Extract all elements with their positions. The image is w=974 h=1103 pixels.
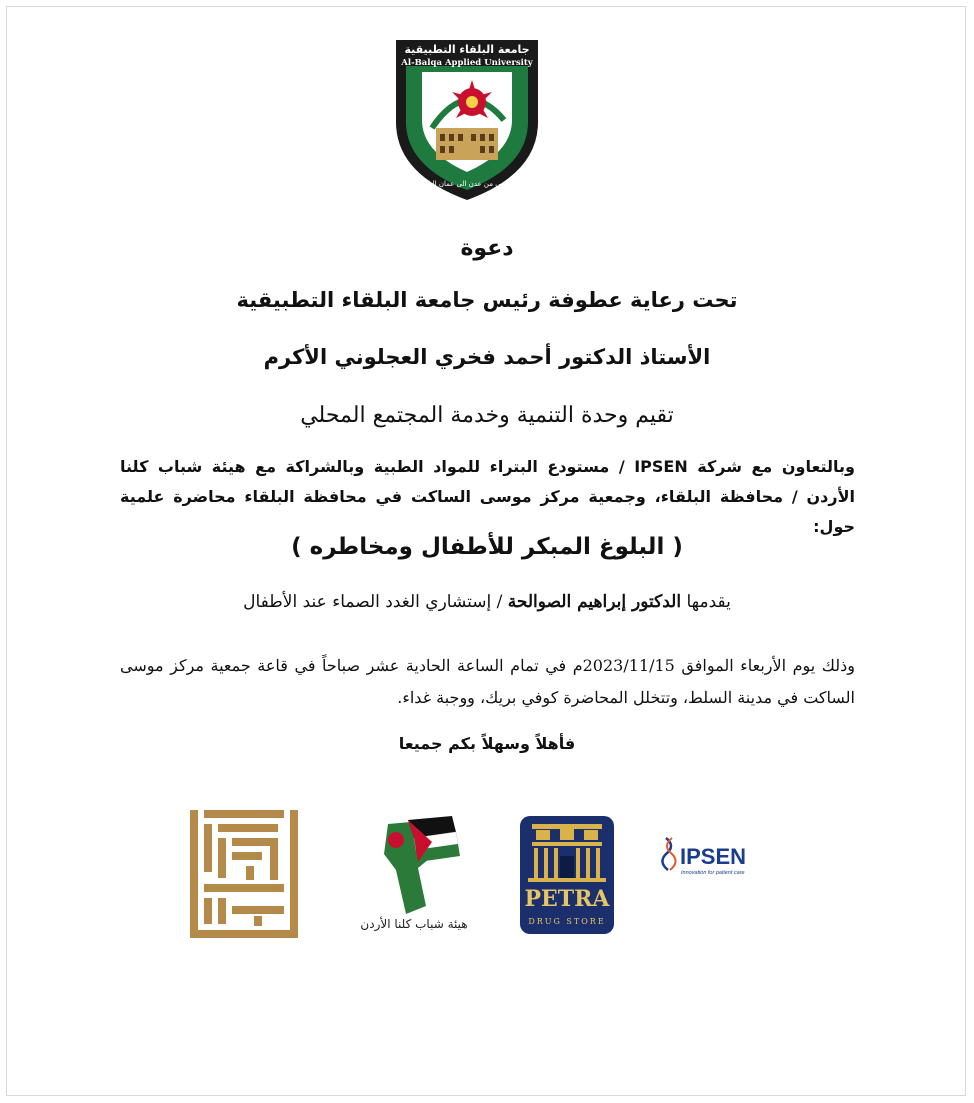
welcome-line: فأهلاً وسهلاً بكم جميعا <box>398 734 576 753</box>
cooperation-paragraph: وبالتعاون مع شركة IPSEN / مستودع البتراء للمواد الطبية وبالشراكة مع هيئة شباب كلنا الأردن / محافظة البلقاء، وجمعية مركز موسى الساكت في محافظة البلقاء محاضرة علمية حول: <box>120 457 856 536</box>
youth-name: هيئة شباب كلنا الأردن <box>360 917 468 931</box>
petra-name: PETRA <box>524 886 610 912</box>
logo-name-ar: جامعة البلقاء التطبيقية <box>404 43 530 56</box>
ipsen-name: IPSEN <box>680 844 747 869</box>
sponsor-petra-logo <box>520 816 614 934</box>
presenter-prefix: يقدمها <box>686 592 731 612</box>
university-shield-icon <box>392 36 542 204</box>
petra-treasury-icon <box>520 816 614 934</box>
ipsen-helix-icon <box>660 834 760 880</box>
presenter-line <box>0 592 974 612</box>
ipsen-tagline: Innovation for patient care <box>681 870 745 876</box>
sponsor-ipsen-logo <box>660 834 760 880</box>
sponsor-sakit-logo <box>188 808 300 940</box>
presenter-name: الدكتور إبراهيم الصوالحة <box>507 592 682 612</box>
logo-motto: جوسي من عدن الى عمان البلقاء <box>419 180 515 188</box>
patron-line: تحت رعاية عطوفة رئيس جامعة البلقاء التطبيقية <box>236 288 738 312</box>
jordan-map-flag-icon <box>348 810 480 934</box>
university-logo <box>392 36 542 204</box>
logo-name-en: Al-Balqa Applied University <box>401 58 533 68</box>
presenter-role: / إستشاري الغدد الصماء عند الأطفال <box>243 592 503 612</box>
president-line: الأستاذ الدكتور أحمد فخري العجلوني الأكرم <box>263 345 711 369</box>
invitation-title: دعوة <box>460 236 514 261</box>
sponsor-youth-logo <box>348 810 480 934</box>
schedule-paragraph: وذلك يوم الأربعاء الموافق 2023/11/15م في تمام الساعة الحادية عشر صباحاً في قاعة جمعية مركز موسى الساكت في مدينة السلط، وتتخلل المحاضرة كوفي بريك، ووجبة غداء. <box>120 656 855 707</box>
kufic-square-icon <box>188 808 300 940</box>
lecture-topic: ( البلوغ المبكر للأطفال ومخاطره ) <box>291 534 683 560</box>
host-line: تقيم وحدة التنمية وخدمة المجتمع المحلي <box>300 403 674 428</box>
petra-sub: DRUG STORE <box>528 917 606 926</box>
